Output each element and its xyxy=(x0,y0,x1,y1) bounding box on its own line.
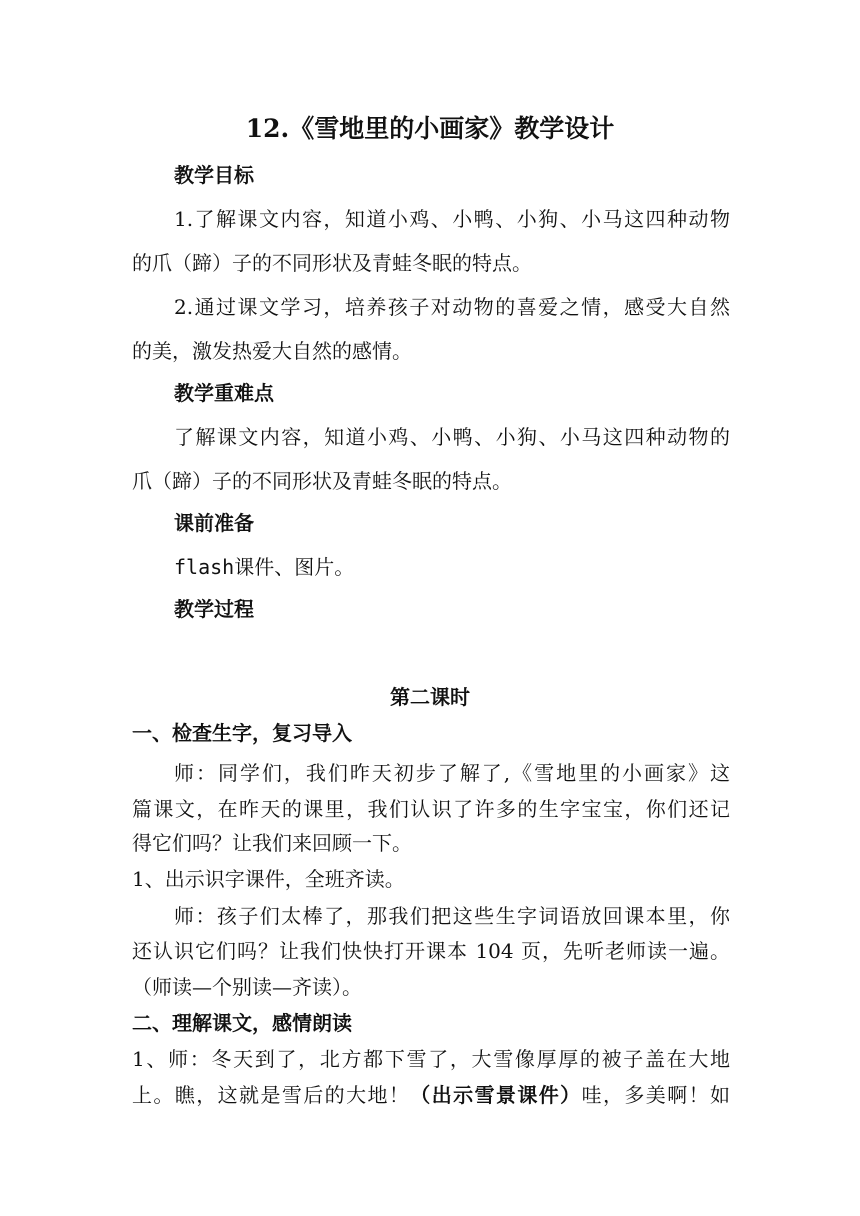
document-title: 12.《雪地里的小画家》教学设计 xyxy=(245,114,615,143)
part1-p2-line-2-a: 还认识它们吗？让我们快快打开课本 xyxy=(132,939,469,963)
preparation-text xyxy=(174,554,730,580)
preparation-flash: flash xyxy=(174,555,235,579)
part2-heading: 二、理解课文，感情朗读 xyxy=(132,1011,352,1035)
part2-line-2 xyxy=(132,1082,730,1108)
part1-p2-line-3: （师读—个别读—齐读）。 xyxy=(132,975,362,999)
objective-2-line-1: 2.通过课文学习，培养孩子对动物的喜爱之情，感受大自然 xyxy=(174,295,730,319)
part1-step-1: 1、出示识字课件，全班齐读。 xyxy=(132,867,405,891)
process-heading: 教学过程 xyxy=(174,597,254,621)
lesson-title: 第二课时 xyxy=(390,685,470,709)
key-points-heading: 教学重难点 xyxy=(174,381,274,405)
part1-p1-line-2: 篇课文，在昨天的课里，我们认识了许多的生字宝宝，你们还记 xyxy=(132,797,730,821)
objective-2-line-2: 的美，激发热爱大自然的感情。 xyxy=(132,339,412,363)
part1-p1-line-3: 得它们吗？让我们来回顾一下。 xyxy=(132,831,412,855)
part1-p2-line-1: 师：孩子们太棒了，那我们把这些生字词语放回课本里，你 xyxy=(174,904,730,928)
objective-1-line-2: 的爪（蹄）子的不同形状及青蛙冬眠的特点。 xyxy=(132,251,532,275)
key-points-line-1: 了解课文内容，知道小鸡、小鸭、小狗、小马这四种动物的 xyxy=(174,425,730,449)
part1-p1-line-1: 师：同学们，我们昨天初步了解了,《雪地里的小画家》这 xyxy=(174,761,730,785)
preparation-materials: 课件、图片。 xyxy=(234,555,355,579)
part2-line-2-bold: （出示雪景课件） xyxy=(410,1083,582,1107)
preparation-heading: 课前准备 xyxy=(174,511,254,535)
key-points-line-2: 爪（蹄）子的不同形状及青蛙冬眠的特点。 xyxy=(132,469,512,493)
objectives-heading: 教学目标 xyxy=(174,163,254,187)
part1-p2-line-2 xyxy=(132,938,730,964)
part1-heading: 一、检查生字，复习导入 xyxy=(132,721,352,745)
page-number-ref: 104 xyxy=(475,939,514,963)
part2-line-1: 1、师：冬天到了，北方都下雪了，大雪像厚厚的被子盖在大地 xyxy=(132,1047,730,1071)
objective-1-line-1: 1.了解课文内容，知道小鸡、小鸭、小狗、小马这四种动物 xyxy=(174,207,730,231)
part2-line-2-b: 哇，多美啊！如 xyxy=(581,1083,730,1107)
part1-p2-line-2-b: 页，先听老师读一遍。 xyxy=(521,939,730,963)
part2-line-2-a: 上。瞧，这就是雪后的大地！ xyxy=(132,1083,411,1107)
